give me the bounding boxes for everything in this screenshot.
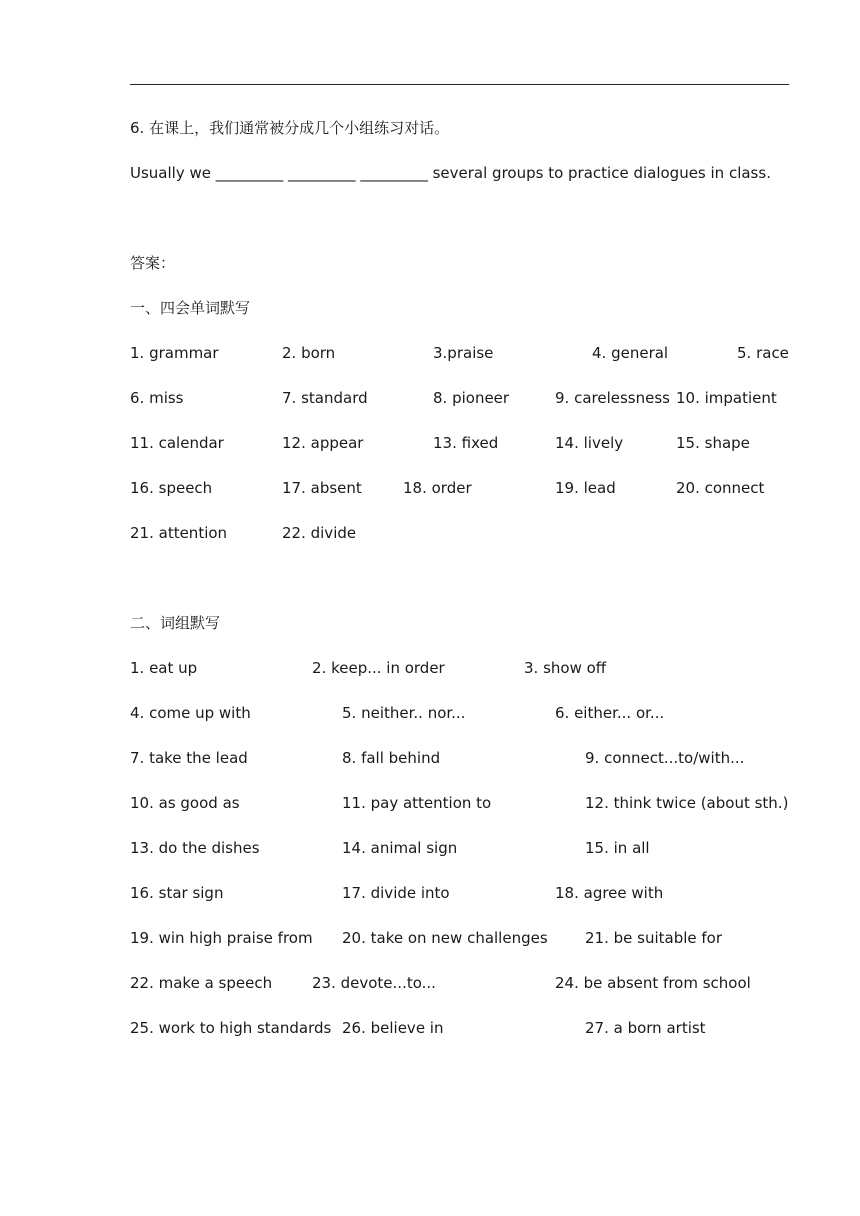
word-answer: 10. impatient (676, 389, 777, 407)
phrase-answer: 7. take the lead (130, 749, 248, 767)
word-answer: 1. grammar (130, 344, 219, 362)
sentence-start: Usually we (130, 164, 211, 182)
word-answer: 9. carelessness (555, 389, 670, 407)
word-answer: 20. connect (676, 479, 765, 497)
word-answer: 8. pioneer (433, 389, 510, 407)
word-answer: 11. calendar (130, 434, 224, 452)
phrase-answer: 6. either... or... (555, 704, 665, 722)
phrase-answer: 12. think twice (about sth.) (585, 794, 789, 812)
phrase-answer: 11. pay attention to (342, 794, 492, 812)
phrase-answer: 19. win high praise from (130, 929, 313, 947)
phrase-answer: 4. come up with (130, 704, 251, 722)
answers-title: 答案： (130, 254, 176, 272)
word-answer: 15. shape (676, 434, 750, 452)
question-chinese-text: 在课上，我们通常被分成几个小组练习对话。 (149, 119, 450, 137)
phrase-answer: 24. be absent from school (555, 974, 751, 992)
blank-3: _________ (360, 164, 428, 182)
section-1-title: 一、四会单词默写 (130, 299, 251, 317)
question-6-english (130, 163, 771, 183)
phrase-answer: 23. devote...to... (312, 974, 436, 992)
word-answer: 3.praise (433, 344, 494, 362)
phrase-answer: 14. animal sign (342, 839, 458, 857)
word-answer: 5. race (737, 344, 789, 362)
phrase-answer: 8. fall behind (342, 749, 441, 767)
phrase-answer: 10. as good as (130, 794, 240, 812)
phrase-answer: 17. divide into (342, 884, 450, 902)
phrase-answer: 5. neither.. nor... (342, 704, 466, 722)
phrase-answer: 15. in all (585, 839, 650, 857)
word-answer: 12. appear (282, 434, 364, 452)
phrase-answer: 26. believe in (342, 1019, 444, 1037)
phrase-answer: 2. keep... in order (312, 659, 445, 677)
word-answer: 13. fixed (433, 434, 499, 452)
word-answer: 22. divide (282, 524, 357, 542)
word-answer: 7. standard (282, 389, 368, 407)
word-answer: 18. order (403, 479, 472, 497)
blank-2: _________ (288, 164, 356, 182)
phrase-answer: 18. agree with (555, 884, 664, 902)
phrase-answer: 1. eat up (130, 659, 198, 677)
section-2-title: 二、词组默写 (130, 614, 221, 632)
phrase-answer: 13. do the dishes (130, 839, 260, 857)
question-number: 6. (130, 119, 145, 137)
word-answer: 6. miss (130, 389, 184, 407)
phrase-answer: 21. be suitable for (585, 929, 723, 947)
phrase-answer: 16. star sign (130, 884, 224, 902)
word-answer: 16. speech (130, 479, 213, 497)
word-answer: 14. lively (555, 434, 624, 452)
phrase-answer: 20. take on new challenges (342, 929, 548, 947)
question-6-chinese (130, 118, 449, 138)
phrase-answer: 9. connect...to/with... (585, 749, 745, 767)
word-answer: 19. lead (555, 479, 616, 497)
phrase-answer: 22. make a speech (130, 974, 273, 992)
phrase-answer: 3. show off (524, 659, 607, 677)
word-answer: 2. born (282, 344, 336, 362)
blank-1: _________ (215, 164, 284, 182)
sentence-end: several groups to practice dialogues in class. (432, 164, 771, 182)
phrase-answer: 25. work to high standards (130, 1019, 332, 1037)
header-rule (130, 84, 789, 85)
phrase-answer: 27. a born artist (585, 1019, 706, 1037)
word-answer: 4. general (592, 344, 669, 362)
word-answer: 21. attention (130, 524, 228, 542)
word-answer: 17. absent (282, 479, 362, 497)
